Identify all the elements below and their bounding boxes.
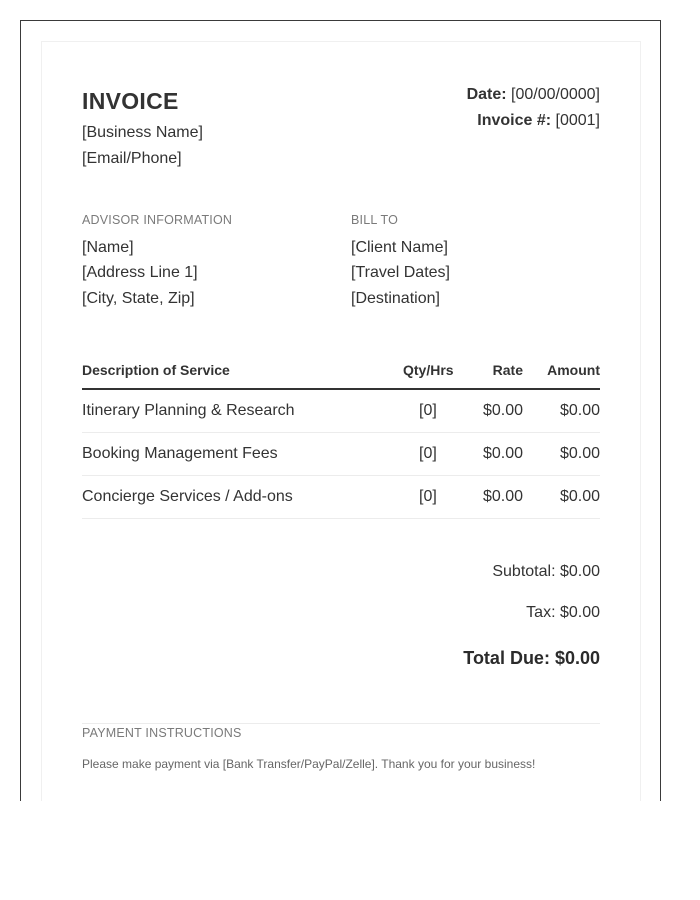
business-name: [Business Name]: [82, 124, 203, 141]
row-1-rate: $0.00: [482, 402, 523, 419]
date-label: Date:: [466, 86, 507, 103]
row-2-rate: $0.00: [482, 445, 523, 462]
col-amount: Amount: [547, 362, 600, 378]
bill-to-client: [Client Name]: [351, 239, 448, 256]
col-rate: Rate: [492, 362, 523, 378]
payment-divider: [82, 723, 600, 724]
row-2-amount: $0.00: [559, 445, 600, 462]
row-divider: [82, 475, 600, 476]
invoice-number-value: [0001]: [555, 112, 600, 129]
row-3-rate: $0.00: [482, 488, 523, 505]
bill-to-travel-dates: [Travel Dates]: [351, 264, 450, 281]
row-divider: [82, 432, 600, 433]
date-value: [00/00/0000]: [511, 86, 600, 103]
bill-to-destination: [Destination]: [351, 290, 440, 307]
business-contact: [Email/Phone]: [82, 150, 182, 167]
bill-to-heading: BILL TO: [351, 213, 399, 227]
invoice-date: [467, 86, 600, 104]
table-header-divider: [82, 388, 600, 390]
row-1-description: Itinerary Planning & Research: [82, 402, 295, 419]
advisor-address: [Address Line 1]: [82, 264, 198, 281]
row-1-amount: $0.00: [559, 402, 600, 419]
row-2-qty: [0]: [419, 445, 437, 462]
advisor-heading: ADVISOR INFORMATION: [82, 213, 233, 227]
subtotal: Subtotal: $0.00: [492, 563, 600, 580]
invoice-number-label: Invoice #:: [477, 112, 552, 129]
total-due: Total Due: $0.00: [463, 648, 600, 668]
row-3-qty: [0]: [419, 488, 437, 505]
row-3-description: Concierge Services / Add-ons: [82, 488, 293, 505]
advisor-city: [City, State, Zip]: [82, 290, 195, 307]
invoice-number: [477, 112, 600, 130]
row-divider: [82, 518, 600, 519]
row-1-qty: [0]: [419, 402, 437, 419]
col-qty: Qty/Hrs: [403, 362, 454, 378]
col-description: Description of Service: [82, 362, 230, 378]
row-3-amount: $0.00: [559, 488, 600, 505]
invoice-title: INVOICE: [82, 88, 179, 114]
row-2-description: Booking Management Fees: [82, 445, 278, 462]
tax: Tax: $0.00: [526, 604, 600, 621]
payment-heading: PAYMENT INSTRUCTIONS: [82, 726, 242, 740]
advisor-name: [Name]: [82, 239, 134, 256]
payment-text: Please make payment via [Bank Transfer/PayPal/Zelle]. Thank you for your business!: [82, 757, 536, 771]
